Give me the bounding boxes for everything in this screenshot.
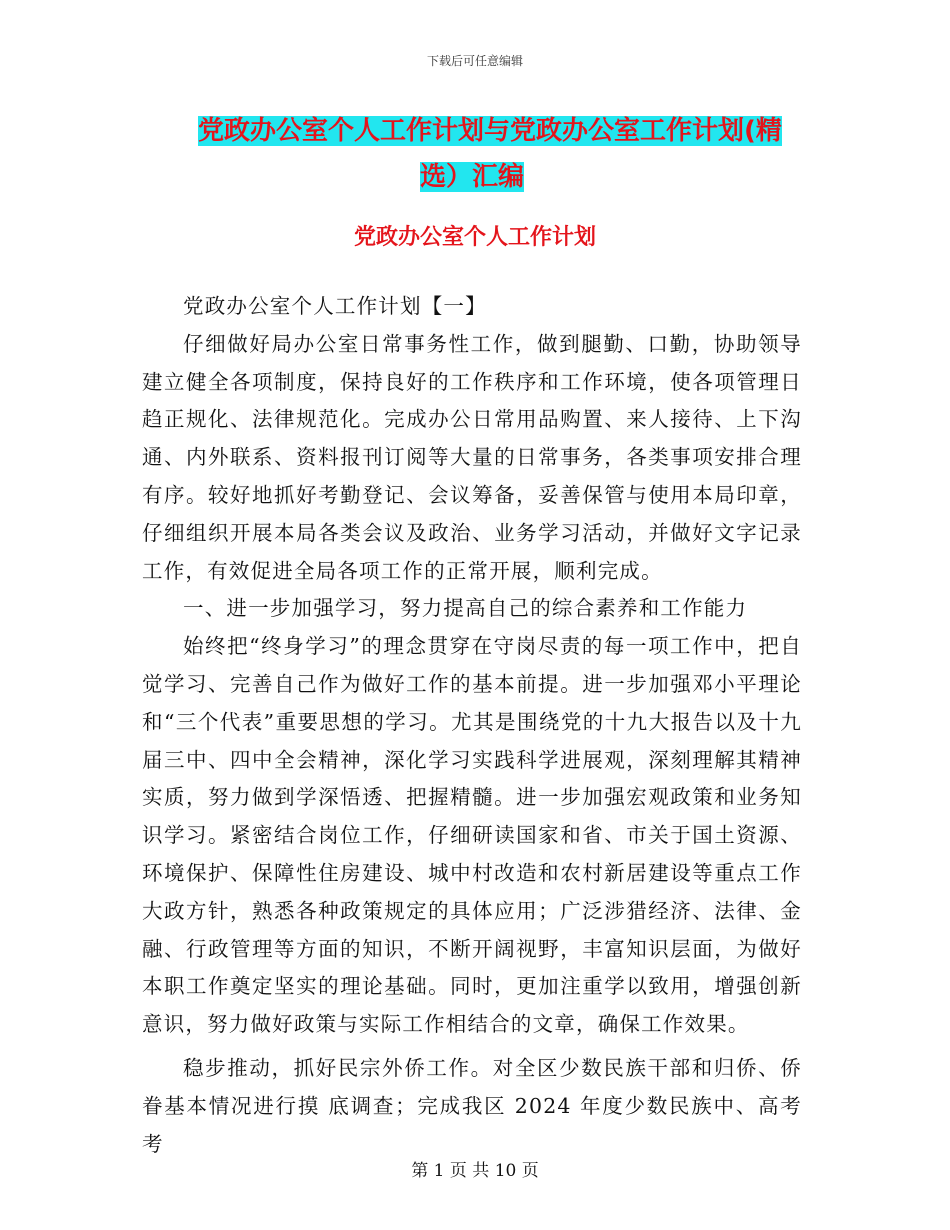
page-header-note: 下载后可任意编辑 [426, 54, 523, 68]
paragraph: 稳步推动，抓好民宗外侨工作。对全区少数民族干部和归侨、侨眷基本情况进行摸 底调查；完成我区 2024 年度少数民族中、高考考 [142, 1055, 802, 1156]
title-highlight-2: 选）汇编 [420, 162, 525, 192]
document-title-line-2 [198, 154, 798, 200]
section-title: 党政办公室个人工作计划 [353, 225, 596, 250]
paragraph-subheading: 党政办公室个人工作计划【一】 [183, 294, 487, 318]
paragraph-heading-1: 一、进一步加强学习，努力提高自己的综合素养和工作能力 [183, 596, 748, 621]
document-body [142, 288, 802, 1163]
document-title-line-1 [198, 108, 798, 154]
paragraph: 仔细做好局办公室日常事务性工作，做到腿勤、口勤，协助领导建立健全各项制度，保持良好的工作秩序和工作环境，使各项管理日趋正规化、法律规范化。完成办公日常用品购置、来人接待、上下沟通、内外联系、资料报刊订阅等大量的日常事务，各类事项安排合理有序。较好地抓好考勤登记、会议筹备，妥善保管与使用本局印章，仔细组织开展本局各类会议及政治、业务学习活动，并做好文字记录工作，有效促进全局各项工作的正常开展，顺利完成。 [142, 331, 802, 583]
document-title [198, 108, 798, 200]
title-highlight-1: 党政办公室个人工作计划与党政办公室工作计划(精 [198, 116, 782, 146]
page-footer: 第 1 页 共 10 页 [411, 1161, 539, 1181]
paragraph: 始终把“终身学习”的理念贯穿在守岗尽责的每一项工作中，把自觉学习、完善自己作为做好工作的基本前提。进一步加强邓小平理论和“三个代表”重要思想的学习。尤其是围绕党的十九大报告以及十九届三中、四中全会精神，深化学习实践科学进展观，深刻理解其精神实质，努力做到学深悟透、把握精髓。进一步加强宏观政策和业务知识学习。紧密结合岗位工作，仔细研读国家和省、市关于国土资源、环境保护、保障性住房建设、城中村改造和农村新居建设等重点工作大政方针，熟悉各种政策规定的具体应用；广泛涉猎经济、法律、金融、行政管理等方面的知识，不断开阔视野，丰富知识层面，为做好本职工作奠定坚实的理论基础。同时，更加注重学以致用，增强创新意识，努力做好政策与实际工作相结合的文章，确保工作效果。 [142, 634, 802, 1037]
